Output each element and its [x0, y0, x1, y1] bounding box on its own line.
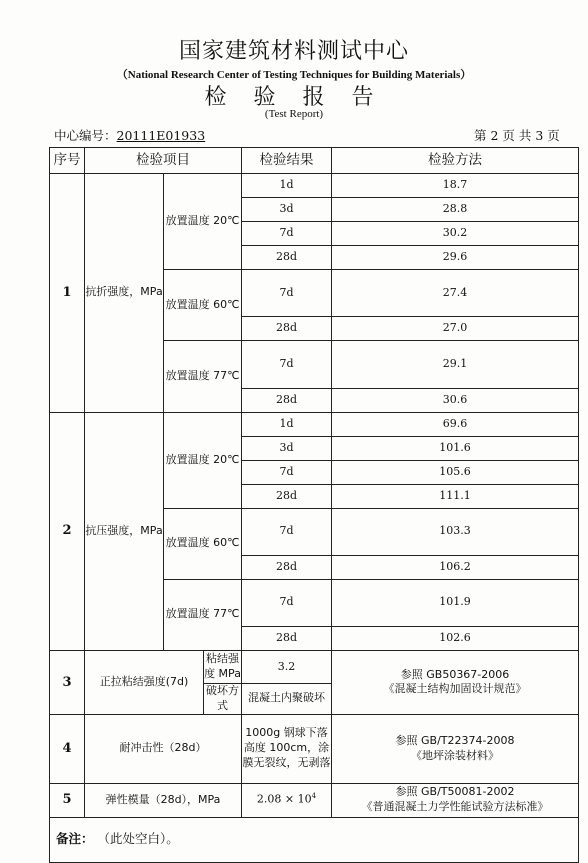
value-cell: 3.2	[242, 651, 332, 684]
value-cell: 101.9	[332, 579, 579, 626]
value-cell: 111.1	[332, 484, 579, 508]
value-cell: 30.6	[332, 388, 579, 412]
value-cell: 18.7	[332, 174, 579, 198]
value-cell: 27.4	[332, 270, 579, 317]
row-no: 3	[50, 651, 85, 715]
item-name: 耐冲击性（28d）	[85, 714, 242, 783]
method-standard: 参照 GB/T22374-2008	[395, 733, 515, 747]
header-result: 检验结果	[242, 148, 332, 174]
row-no: 2	[50, 412, 85, 651]
age-cell: 28d	[242, 627, 332, 651]
age-cell: 28d	[242, 484, 332, 508]
value-cell	[242, 783, 332, 817]
age-cell: 7d	[242, 579, 332, 626]
method-title: 《地坪涂装材料》	[411, 748, 500, 762]
age-cell: 7d	[242, 508, 332, 555]
table-row	[50, 714, 579, 783]
table-row	[50, 174, 579, 198]
condition-label: 放置温度 77℃	[164, 579, 242, 650]
table-header	[50, 148, 579, 174]
row-no: 1	[50, 174, 85, 413]
sub-item-label: 粘结强度 MPa	[204, 651, 242, 684]
value-cell: 102.6	[332, 627, 579, 651]
age-cell: 28d	[242, 388, 332, 412]
age-cell: 1d	[242, 174, 332, 198]
value-exponent: 4	[311, 792, 317, 801]
page-info: 第 2 页 共 3 页	[474, 128, 560, 143]
value-cell: 29.1	[332, 341, 579, 388]
center-title-en: （National Research Center of Testing Techniques for Building Materials）	[116, 69, 472, 81]
method-cell	[332, 651, 579, 715]
value-cell: 30.2	[332, 222, 579, 246]
table-row	[50, 783, 579, 817]
age-cell: 7d	[242, 341, 332, 388]
value-cell: 103.3	[332, 508, 579, 555]
value-base: 2.08 × 10	[256, 793, 312, 807]
method-title: 《普通混凝土力学性能试验方法标准》	[361, 800, 549, 814]
results-table	[49, 147, 579, 863]
age-cell: 1d	[242, 412, 332, 436]
note-cell	[50, 817, 579, 862]
value-cell: 106.2	[332, 555, 579, 579]
value-cell: 1000g 钢球下落高度 100cm，涂膜无裂纹，无剥落	[242, 714, 332, 783]
center-title: 国家建筑材料测试中心	[178, 39, 409, 64]
note-text: （此处空白）。	[97, 831, 179, 847]
age-cell: 28d	[242, 555, 332, 579]
item-name: 抗压强度，MPa	[85, 412, 164, 651]
condition-label: 放置温度 20℃	[164, 412, 242, 508]
sub-item-label: 破坏方式	[204, 684, 242, 715]
item-name: 正拉粘结强度(7d)	[85, 651, 204, 715]
age-cell: 7d	[242, 222, 332, 246]
center-number-label: 中心编号：	[54, 128, 117, 143]
method-cell	[332, 714, 579, 783]
value-cell: 101.6	[332, 436, 579, 460]
condition-label: 放置温度 77℃	[164, 341, 242, 412]
value-cell: 69.6	[332, 412, 579, 436]
age-cell: 7d	[242, 270, 332, 317]
row-no: 5	[50, 783, 85, 817]
center-number-value: 20111E01933	[116, 128, 206, 143]
method-standard: 参照 GB/T50081-2002	[395, 785, 515, 799]
value-cell: 28.8	[332, 198, 579, 222]
note-row	[50, 817, 579, 862]
report-title-en: (Test Report)	[264, 108, 324, 120]
header-item: 检验项目	[85, 148, 242, 174]
center-number	[54, 126, 205, 144]
row-no: 4	[50, 714, 85, 783]
age-cell: 28d	[242, 317, 332, 341]
report-title: 检 验 报 告	[204, 85, 384, 110]
method-cell	[332, 783, 579, 817]
age-cell: 3d	[242, 436, 332, 460]
note-label: 备注：	[56, 831, 94, 847]
value-cell: 29.6	[332, 246, 579, 270]
condition-label: 放置温度 20℃	[164, 174, 242, 270]
value-cell: 混凝土内聚破坏	[242, 684, 332, 715]
table-row	[50, 651, 579, 684]
age-cell: 7d	[242, 460, 332, 484]
header-no: 序号	[50, 148, 85, 174]
condition-label: 放置温度 60℃	[164, 508, 242, 579]
value-cell: 27.0	[332, 317, 579, 341]
method-standard: 参照 GB50367-2006	[400, 667, 510, 681]
item-name: 抗折强度，MPa	[85, 174, 164, 413]
value-cell: 105.6	[332, 460, 579, 484]
age-cell: 3d	[242, 198, 332, 222]
header-method: 检验方法	[332, 148, 579, 174]
condition-label: 放置温度 60℃	[164, 270, 242, 341]
method-title: 《混凝土结构加固设计规范》	[383, 682, 527, 696]
age-cell: 28d	[242, 246, 332, 270]
table-row	[50, 412, 579, 436]
item-name: 弹性模量（28d），MPa	[85, 783, 242, 817]
